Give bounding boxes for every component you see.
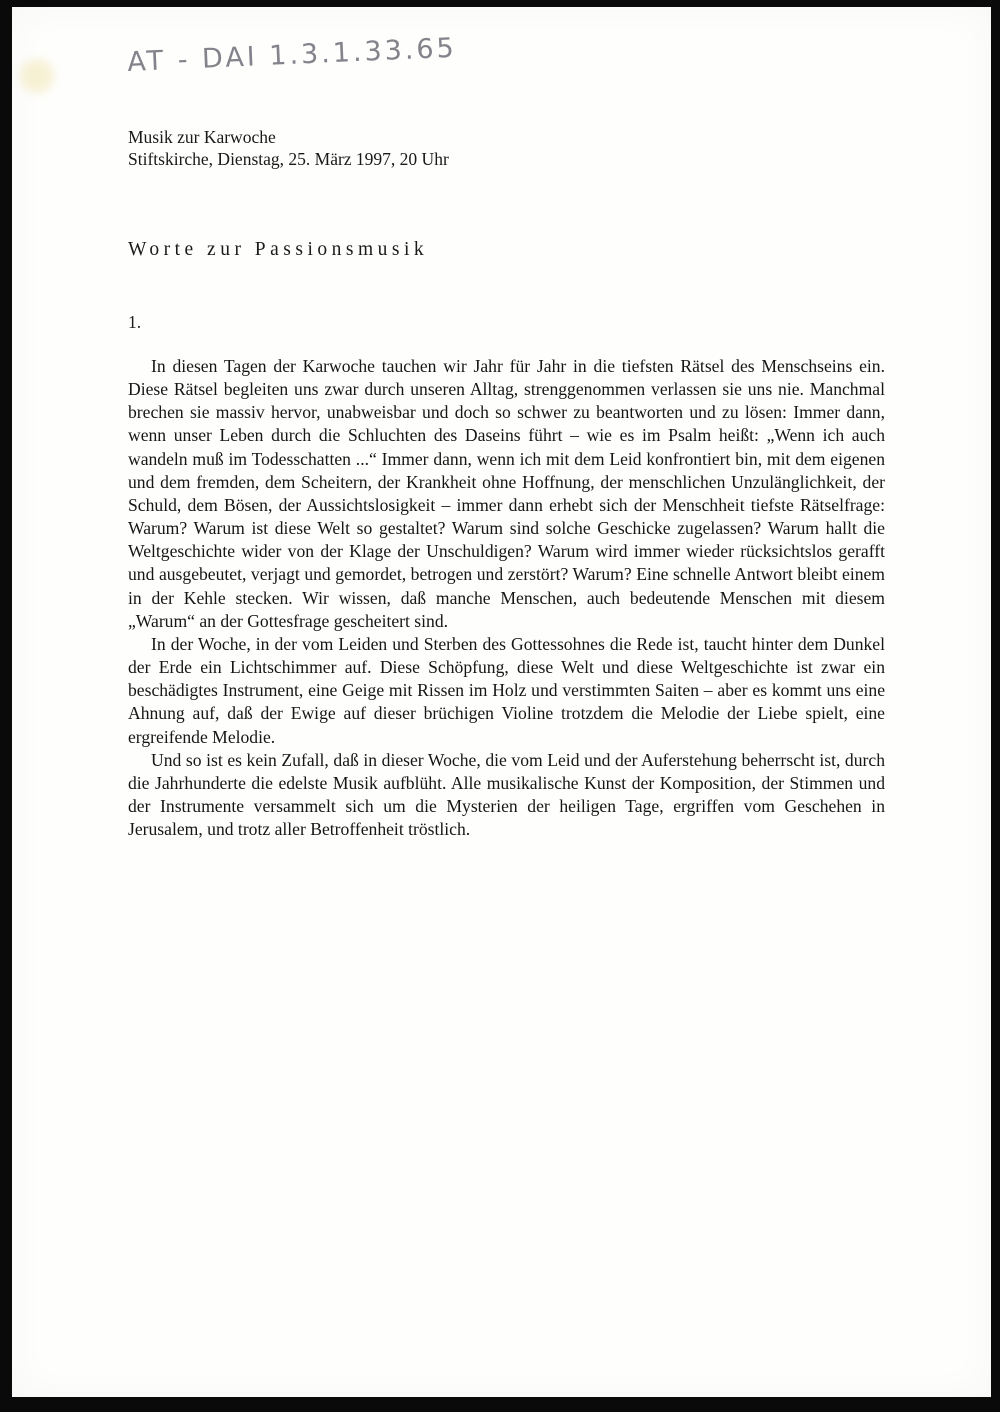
scan-smudge [20, 59, 54, 93]
body-text [128, 355, 885, 841]
event-header [128, 126, 449, 170]
archive-reference-annotation: AT - DAI 1.3.1.33.65 [126, 32, 458, 78]
event-title-line: Musik zur Karwoche [128, 127, 276, 147]
document-page [12, 7, 991, 1397]
paragraph-3: Und so ist es kein Zufall, daß in dieser Woche, die vom Leid und der Auferstehung beherrscht ist, durch die Jahrhunderte die edelste Musik aufblüht. Alle musikalische Kunst der Komposition, der Stimmen und der Instrumente versammelt sich um die Mysterien der heiligen Tage, ergriffen vom Geschehen in Jerusalem, und trotz aller Betroffenheit tröstlich. [128, 749, 885, 840]
paragraph-1: In diesen Tagen der Karwoche tauchen wir Jahr für Jahr in die tiefsten Rätsel des Menschseins ein. Diese Rätsel begleiten uns zwar durch unseren Alltag, strenggenommen verlassen sie uns nie. Manchmal brechen sie massiv hervor, unabweisbar und doch so schwer zu beantworten und zu lösen: Immer dann, wenn unser Leben durch die Schluchten des Daseins führt – wie es im Psalm heißt: „Wenn ich auch wandeln muß im Todesschatten ...“ Immer dann, wenn ich mit dem Leid konfrontiert bin, mit dem eigenen und dem fremden, dem Scheitern, der Krankheit ohne Hoffnung, der menschlichen Unzulänglichkeit, der Schuld, dem Bösen, der Aussichtslosigkeit – immer dann erhebt sich der Menschheit tiefste Rätselfrage: Warum? Warum ist diese Welt so gestaltet? Warum sind solche Geschicke zugelassen? Warum hallt die Weltgeschichte wider von der Klage der Unschuldigen? Warum wird immer wieder rücksichtslos gerafft und ausgebeutet, verjagt und gemordet, betrogen und zerstört? Warum? Eine schnelle Antwort bleibt einem in der Kehle stecken. Wir wissen, daß manche Menschen, auch bedeutende Menschen mit diesem „Warum“ an der Gottesfrage gescheitert sind. [128, 356, 885, 631]
event-venue-date-line: Stiftskirche, Dienstag, 25. März 1997, 20 Uhr [128, 149, 449, 169]
document-title: Worte zur Passionsmusik [128, 239, 429, 260]
paragraph-2: In der Woche, in der vom Leiden und Sterben des Gottessohnes die Rede ist, taucht hinter dem Dunkel der Erde ein Lichtschimmer auf. Diese Schöpfung, diese Welt und diese Weltgeschichte ist zwar ein beschädigtes Instrument, eine Geige mit Rissen im Holz und verstimmten Saiten – aber es kommt uns eine Ahnung auf, daß der Ewige auf dieser brüchigen Violine trotzdem die Melodie der Liebe spielt, eine ergreifende Melodie. [128, 633, 885, 747]
section-number: 1. [128, 312, 142, 332]
